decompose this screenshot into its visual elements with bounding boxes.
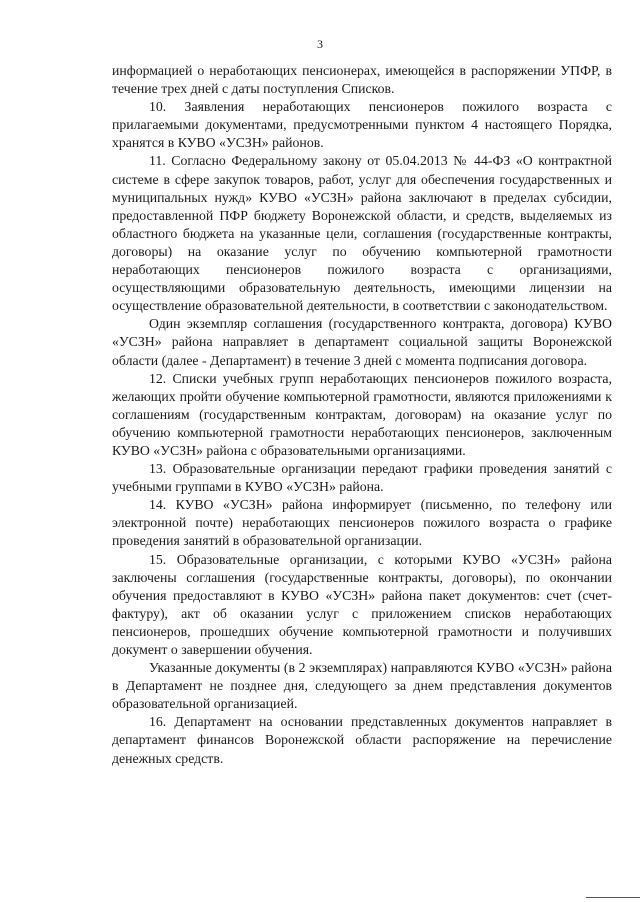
scan-edge-line [586, 897, 640, 898]
paragraph-continuation: информацией о неработающих пенсионерах, имеющейся в распоряжении УПФР, в течение трех дней с даты поступления Списков. [112, 63, 612, 97]
page-number: 3 [317, 37, 323, 51]
paragraph-item-16: 16. Департамент на основании представленных документов направляет в департамент финансов Воронежской области распоряжение на перечисление денежных средств. [112, 714, 612, 766]
paragraph-item-15-addendum: Указанные документы (в 2 экземплярах) направляются КУВО «УСЗН» района в Департамент не позднее дня, следующего за днем представления документов образовательной организацией. [112, 660, 612, 712]
paragraph-item-14: 14. КУВО «УСЗН» района информирует (письменно, по телефону или электронной почте) неработающих пенсионеров пожилого возраста о графике проведения занятий в образовательной организации. [112, 497, 612, 549]
paragraph-item-13: 13. Образовательные организации передают графики проведения занятий с учебными группами в КУВО «УСЗН» района. [112, 461, 612, 495]
paragraph-item-11-addendum: Один экземпляр соглашения (государственного контракта, договора) КУВО «УСЗН» района направляет в департамент социальной защиты Воронежской области (далее - Департамент) в течение 3 дней с момента подписания договора. [112, 316, 612, 368]
paragraph-item-11: 11. Согласно Федеральному закону от 05.04.2013 № 44-ФЗ «О контрактной системе в сфере закупок товаров, работ, услуг для обеспечения государственных и муниципальных нужд» КУВО «УСЗН» района заключают в пределах субсидии, предоставленной ПФР бюджету Воронежской области, и средств, выделяемых из областного бюджета на указанные цели, соглашения (государственные контракты, договоры) на оказание услуг по обучению компьютерной грамотности неработающих пенсионеров пожилого возраста с организациями, осуществляющими образовательную деятельность, имеющими лицензии на осуществление образовательной деятельности, в соответствии с законодательством. [112, 153, 612, 314]
paragraph-item-12: 12. Списки учебных групп неработающих пенсионеров пожилого возраста, желающих пройти обучение компьютерной грамотности, являются приложениями к соглашениям (государственным контрактам, договорам) на оказание услуг по обучению компьютерной грамотности неработающих пенсионеров, заключенным КУВО «УСЗН» района с образовательными организациями. [112, 370, 612, 458]
paragraph-item-15: 15. Образовательные организации, с которыми КУВО «УСЗН» района заключены соглашения (государственные контракты, договоры), по окончании обучения предоставляют в КУВО «УСЗН» района пакет документов: счет (счет-фактуру), акт об оказании услуг с приложением списков неработающих пенсионеров, прошедших обучение компьютерной грамотности и получивших документ о завершении обучения. [112, 551, 612, 657]
paragraph-item-10: 10. Заявления неработающих пенсионеров пожилого возраста с прилагаемыми документами, предусмотренными пунктом 4 настоящего Порядка, хранятся в КУВО «УСЗН» районов. [112, 99, 612, 151]
document-body [112, 62, 612, 768]
